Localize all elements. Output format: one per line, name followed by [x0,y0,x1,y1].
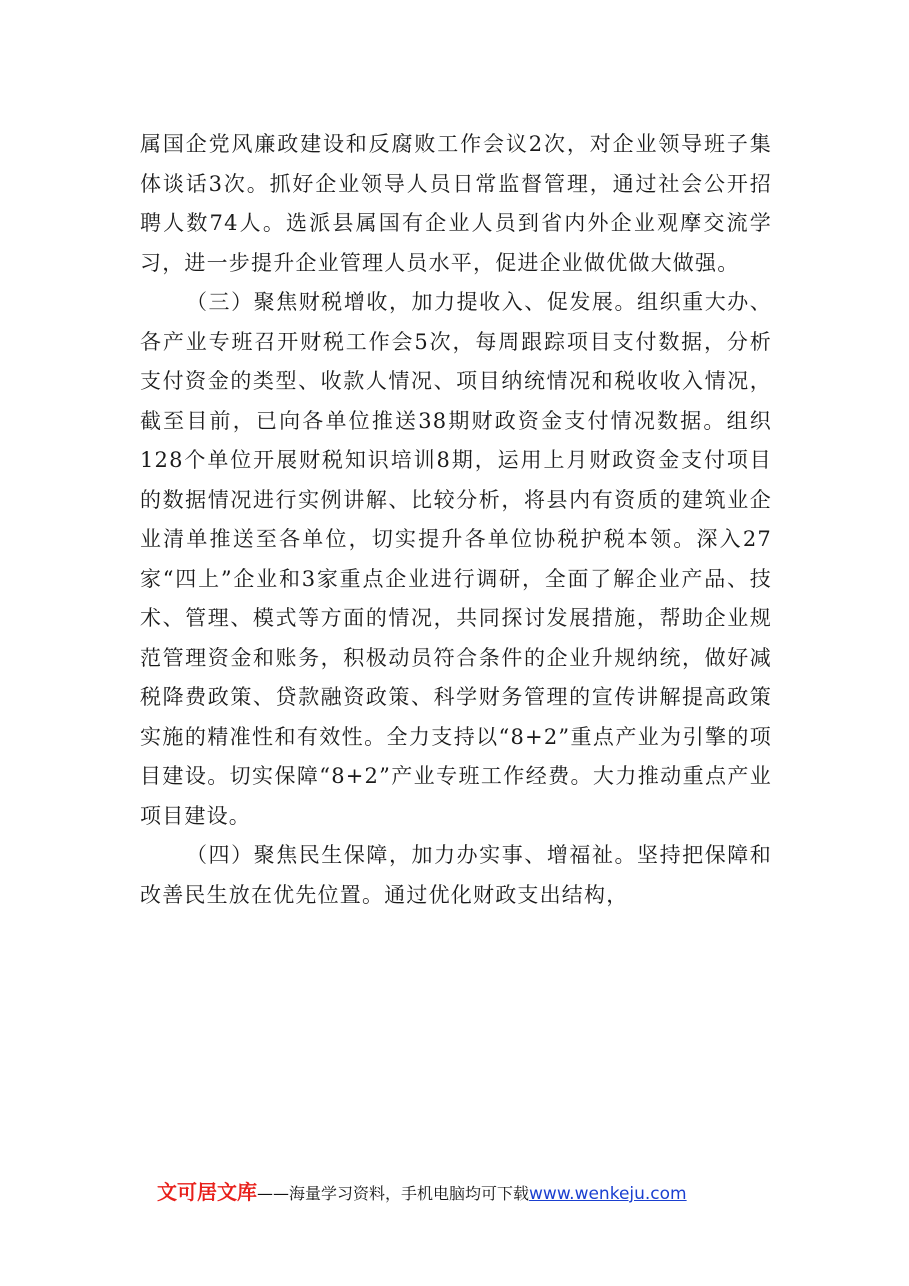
document-body [140,125,772,915]
paragraph-section-three: （三）聚焦财税增收，加力提收入、促发展。组织重大办、各产业专班召开财税工作会5次，每周跟踪项目支付数据，分析支付资金的类型、收款人情况、项目纳统情况和税收收入情况，截至目前，已向各单位推送38期财政资金支付情况数据。组织128个单位开展财税知识培训8期，运用上月财政资金支付项目的数据情况进行实例讲解、比较分析，将县内有资质的建筑业企业清单推送至各单位，切实提升各单位协税护税本领。深入27家“四上”企业和3家重点企业进行调研，全面了解企业产品、技术、管理、模式等方面的情况，共同探讨发展措施，帮助企业规范管理资金和账务，积极动员符合条件的企业升规纳统，做好减税降费政策、贷款融资政策、科学财务管理的宣传讲解提高政策实施的精准性和有效性。全力支持以“8+2”重点产业为引擎的项目建设。切实保障“8+2”产业专班工作经费。大力推动重点产业项目建设。 [140,290,772,828]
paragraph-continuation: 属国企党风廉政建设和反腐败工作会议2次，对企业领导班子集体谈话3次。抓好企业领导人员日常监督管理，通过社会公开招聘人数74人。选派县属国有企业人员到省内外企业观摩交流学习，进一步提升企业管理人员水平，促进企业做优做大做强。 [140,132,772,275]
paragraph-section-four: （四）聚焦民生保障，加力办实事、增福祉。坚持把保障和改善民生放在优先位置。通过优化财政支出结构， [140,843,772,907]
footer-banner [157,1176,777,1212]
footer-website-link[interactable]: www.wenkeju.com [529,1184,687,1204]
footer-slogan: ——海量学习资料，手机电脑均可下载 [257,1184,530,1203]
footer-brand: 文可居文库 [157,1180,257,1204]
